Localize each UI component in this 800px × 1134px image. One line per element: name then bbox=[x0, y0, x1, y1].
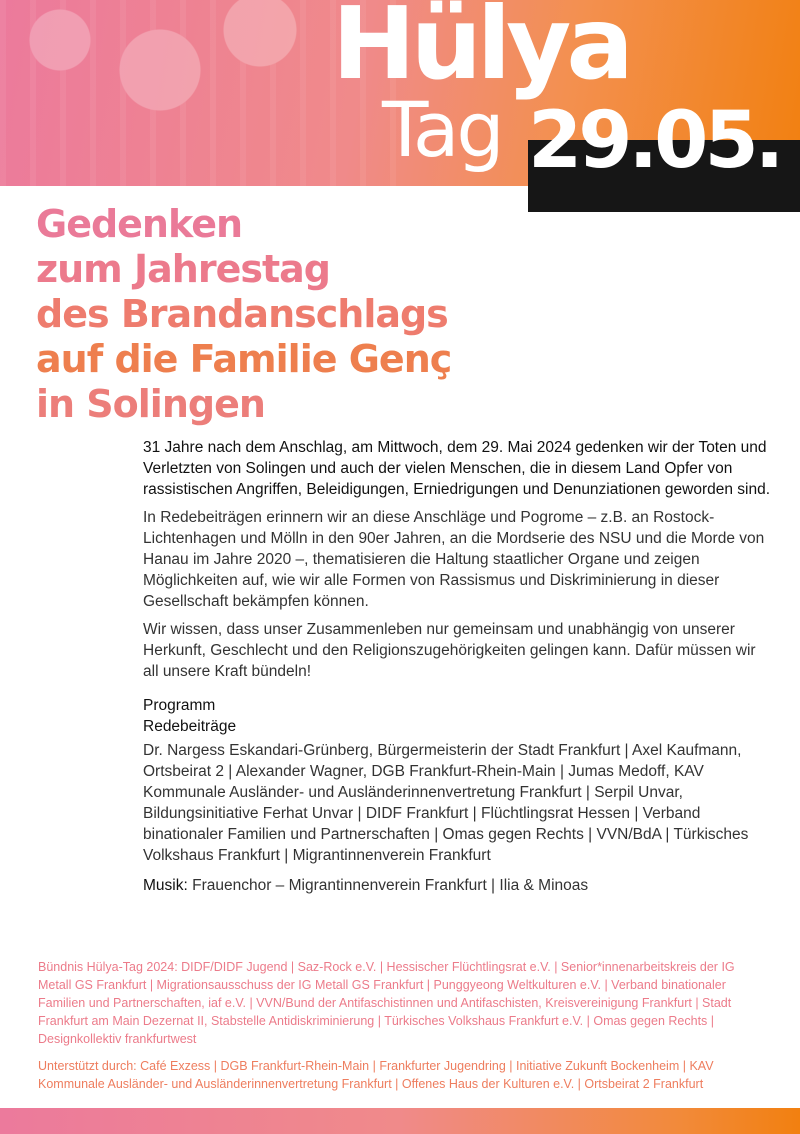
body-paragraph: In Redebeiträgen erinnern wir an diese Anschläge und Pogrome – z.B. an Rostock-Lichtenhagen und Mölln in den 90er Jahren, an die Mordserie des NSU und die Morde von Hanau im Jahre 2020 –, thematisieren die Haltung staatlicher Organe und zeigen Möglichkeiten auf, wie wir alle Formen von Rassismus und Diskriminierung in dieser Gesellschaft bekämpfen können. bbox=[143, 509, 765, 610]
body-paragraph: Wir wissen, dass unser Zusammenleben nur gemeinsam und unabhängig von unserer Herkunft, Geschlecht und den Religionszugehörigkeiten gelingen kann. Dafür müssen wir all unsere Kraft bündeln! bbox=[143, 621, 756, 680]
bottom-bar bbox=[0, 1108, 800, 1134]
headline-line: in Solingen bbox=[36, 382, 265, 426]
brand-tag: Tag bbox=[382, 85, 502, 174]
brand-name: Hülya bbox=[332, 0, 629, 102]
event-date: 29.05. bbox=[528, 96, 781, 186]
alliance-list: Bündnis Hülya-Tag 2024: DIDF/DIDF Jugend | Saz-Rock e.V. | Hessischer Flüchtlingsrat e.V. | Senior*innenarbeitskreis der IG Metall GS Frankfurt | Migrationsausschuss der IG Metall GS Frankfurt | Punggyeong Weltkulturen e.V. | Verband binationaler Familien und Partnerschaften, iaf e.V. | VVN/Bund der Antifaschistinnen und Antifaschisten, Kreisvereinigung Frankfurt | Stadt Frankfurt am Main Dezernat II, Stabstelle Antidiskriminierung | Türkisches Volkshaus Frankfurt e.V. | Omas gegen Rechts | Designkollektiv frankfurtwest bbox=[38, 960, 735, 1046]
program-heading: Programm bbox=[143, 697, 216, 714]
headline-line: auf die Familie Genç bbox=[36, 337, 452, 381]
headline bbox=[36, 202, 516, 427]
program-subheading: Redebeiträge bbox=[143, 718, 237, 735]
body-text bbox=[143, 437, 773, 896]
intro-paragraph: 31 Jahre nach dem Anschlag, am Mittwoch, dem 29. Mai 2024 gedenken wir der Toten und Verletzten von Solingen und auch der vielen Menschen, die in diesem Land Opfer von rassistischen Angriffen, Beleidigungen, Erniedrigungen und Denunziationen geworden sind. bbox=[143, 439, 771, 498]
music-line bbox=[143, 875, 773, 896]
music-label: Musik: bbox=[143, 877, 188, 894]
speakers-list: Dr. Nargess Eskandari-Grünberg, Bürgermeisterin der Stadt Frankfurt | Axel Kaufmann, Ortsbeirat 2 | Alexander Wagner, DGB Frankfurt-Rhein-Main | Jumas Medoff, KAV Kommunale Ausländer- und Ausländerinnenvertretung Frankfurt | Serpil Unvar, Bildungsinitiative Ferhat Unvar | DIDF Frankfurt | Flüchtlingsrat Hessen | Verband binationaler Familien und Partnerschaften | Omas gegen Rechts | VVN/BdA | Türkisches Volkshaus Frankfurt | Migrantinnenverein Frankfurt bbox=[143, 742, 749, 864]
music-text: Frauenchor – Migrantinnenverein Frankfurt | Ilia & Minoas bbox=[192, 877, 589, 894]
headline-line: des Brandanschlags bbox=[36, 292, 448, 336]
footer bbox=[38, 958, 770, 1102]
supporters-list: Unterstützt durch: Café Exzess | DGB Frankfurt-Rhein-Main | Frankfurter Jugendring | Initiative Zukunft Bockenheim | KAV Kommunale Ausländer- und Ausländerinnenvertretung Frankfurt | Offenes Haus der Kulturen e.V. | Ortsbeirat 2 Frankfurt bbox=[38, 1059, 714, 1091]
headline-line: Gedenken bbox=[36, 202, 243, 246]
headline-line: zum Jahrestag bbox=[36, 247, 330, 291]
